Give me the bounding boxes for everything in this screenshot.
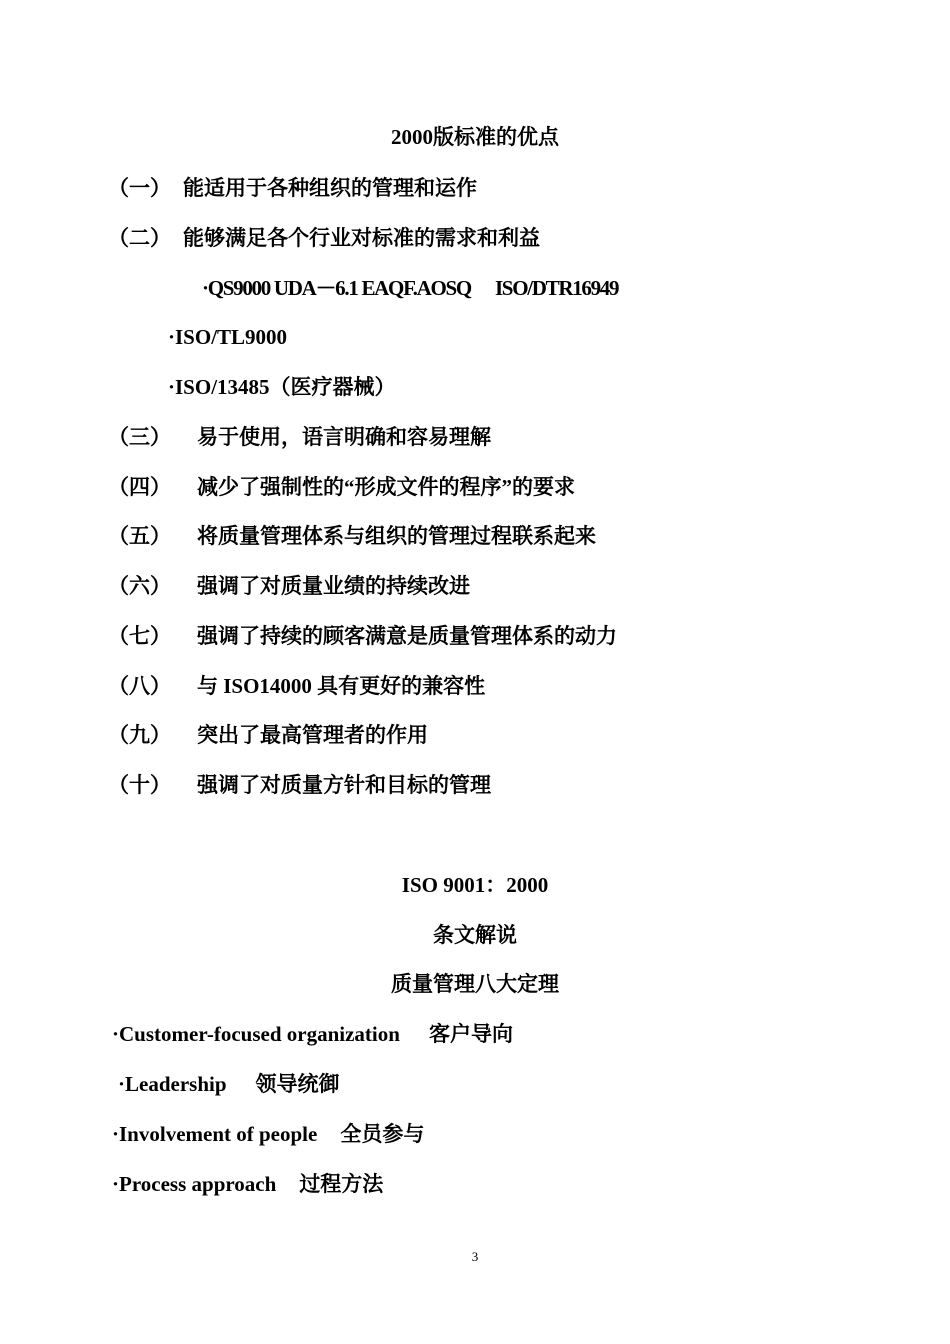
principle-item (112, 1171, 383, 1197)
item-text: 将质量管理体系与组织的管理过程联系起来 (197, 524, 596, 548)
list-item (108, 523, 596, 549)
item-number: （八） (108, 674, 171, 698)
principle-en: ·Customer-focused organization (112, 1022, 400, 1046)
principle-en: ·Involvement of people (112, 1122, 318, 1146)
item-text: 突出了最高管理者的作用 (197, 723, 428, 747)
item-number: （三） (108, 425, 171, 449)
item-text: 能适用于各种组织的管理和运作 (183, 176, 477, 200)
standards-line: ·ISO/13485（医疗器械） (168, 375, 396, 399)
list-item (108, 424, 491, 450)
list-item (108, 225, 540, 251)
principle-zh: 过程方法 (299, 1172, 384, 1196)
item-text: 强调了对质量方针和目标的管理 (197, 773, 491, 797)
item-number: （五） (108, 524, 171, 548)
principle-zh: 全员参与 (340, 1122, 425, 1146)
list-item (108, 673, 485, 699)
principle-en: ·Leadership (118, 1072, 227, 1096)
principle-en: ·Process approach (112, 1172, 277, 1196)
section-subtitle: 条文解说 (433, 923, 517, 947)
principle-item (112, 1121, 424, 1147)
item-text: 减少了强制性的“形成文件的程序”的要求 (197, 475, 575, 499)
standards-line: ·ISO/TL9000 (168, 325, 288, 349)
item-text: 强调了对质量业绩的持续改进 (197, 574, 470, 598)
item-number: （二） (108, 226, 171, 250)
section-title: ISO 9001：2000 (401, 873, 549, 897)
item-number: （七） (108, 624, 171, 648)
list-item (108, 772, 491, 798)
section-title: 2000版标准的优点 (391, 125, 559, 149)
principle-item (118, 1071, 340, 1097)
item-number: （九） (108, 723, 171, 747)
item-number: （十） (108, 773, 171, 797)
principle-zh: 客户导向 (428, 1022, 513, 1046)
item-number: （六） (108, 574, 171, 598)
list-item (108, 623, 617, 649)
page-number: 3 (471, 1249, 479, 1264)
principle-item (112, 1021, 513, 1047)
standards-text: ISO/DTR16949 (494, 276, 619, 300)
standards-text: ·QS9000 UDA－6.1 EAQF.AOSQ (202, 276, 471, 300)
item-text: 易于使用，语言明确和容易理解 (197, 425, 491, 449)
item-text: 能够满足各个行业对标准的需求和利益 (183, 226, 540, 250)
item-number: （四） (108, 475, 171, 499)
standards-line (202, 275, 618, 301)
list-item (108, 722, 428, 748)
list-item (108, 175, 477, 201)
item-text: 强调了持续的顾客满意是质量管理体系的动力 (197, 624, 617, 648)
list-item (108, 573, 470, 599)
item-text: 与 ISO14000 具有更好的兼容性 (197, 674, 486, 698)
item-number: （一） (108, 176, 171, 200)
list-item (108, 474, 575, 500)
section-heading: 质量管理八大定理 (391, 972, 559, 996)
principle-zh: 领导统御 (255, 1072, 340, 1096)
